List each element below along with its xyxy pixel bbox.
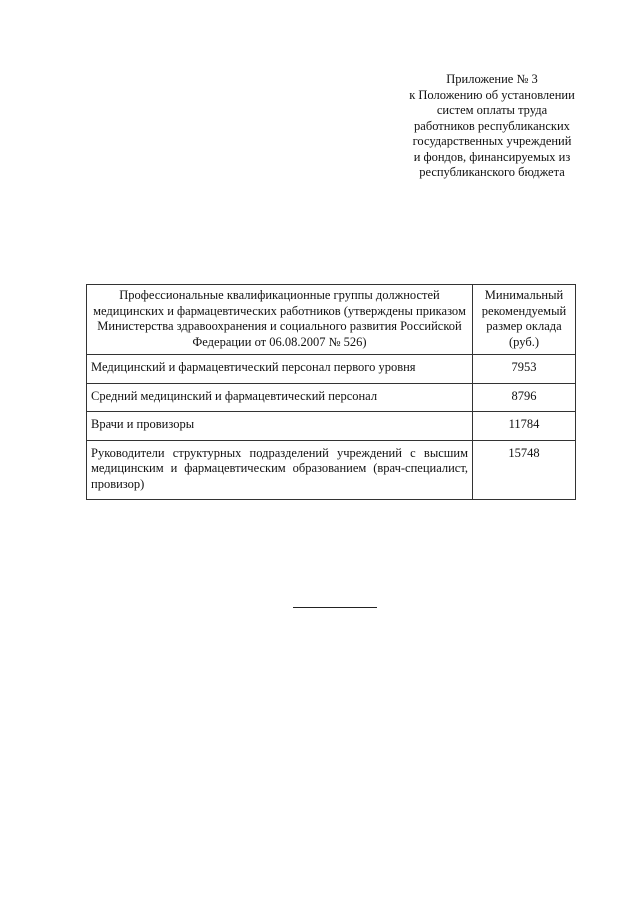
appendix-line: систем оплаты труда — [436, 103, 548, 117]
appendix-line: работников республиканских — [414, 118, 570, 133]
appendix-note — [392, 72, 592, 181]
group-cell: Средний медицинский и фармацевтический персонал — [87, 383, 473, 412]
appendix-line: Приложение № 3 — [446, 72, 538, 86]
salary-cell: 11784 — [473, 412, 576, 441]
group-cell: Руководители структурных подразделений учреждений с высшим медицинским и фармацевтическим образованием (врач-специалист, провизор) — [87, 440, 473, 500]
salary-cell: 7953 — [473, 355, 576, 384]
appendix-line: и фондов, финансируемых из — [413, 149, 571, 164]
salary-table — [86, 284, 576, 500]
header-cell-groups: Профессиональные квалификационные группы должностей медицинских и фармацевтических работников (утверждены приказом Министерства здравоохранения и социального развития Российской Федерации от 06.08.2007 № 526) — [87, 285, 473, 355]
header-cell-salary: Минимальный рекомендуемый размер оклада (руб.) — [473, 285, 576, 355]
appendix-line: к Положению об установлении — [409, 87, 575, 102]
table-row — [87, 355, 576, 384]
appendix-line: государственных учреждений — [412, 134, 572, 148]
table-header-row — [87, 285, 576, 355]
table-row — [87, 412, 576, 441]
end-of-document-rule — [293, 607, 377, 608]
group-cell: Медицинский и фармацевтический персонал первого уровня — [87, 355, 473, 384]
salary-cell: 15748 — [473, 440, 576, 500]
appendix-line: республиканского бюджета — [419, 165, 565, 179]
table-row — [87, 383, 576, 412]
table-row — [87, 440, 576, 500]
group-cell: Врачи и провизоры — [87, 412, 473, 441]
salary-cell: 8796 — [473, 383, 576, 412]
